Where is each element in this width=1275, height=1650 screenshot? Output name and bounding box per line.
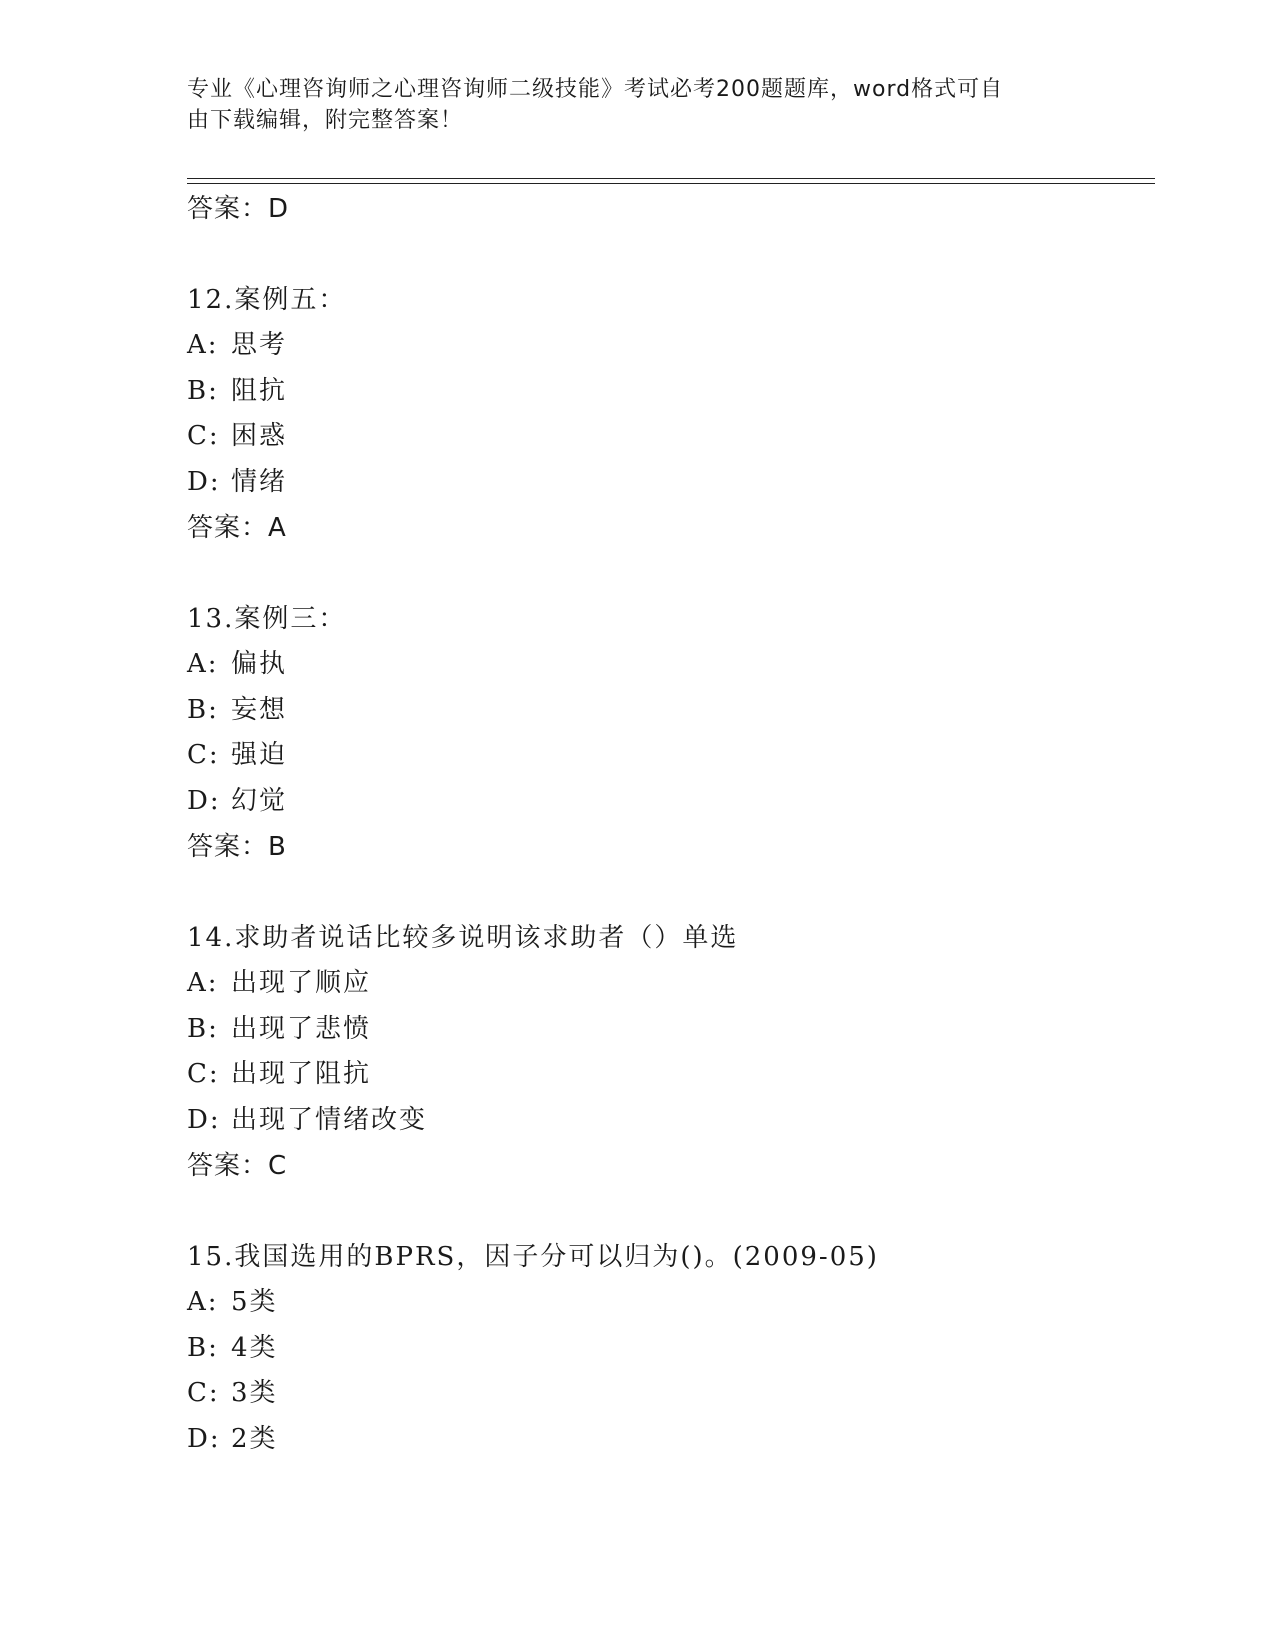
question-text: 12.案例五： bbox=[187, 285, 347, 315]
option-label: A: bbox=[187, 649, 219, 679]
question-list bbox=[187, 186, 1155, 1462]
option-label: C: bbox=[187, 421, 220, 451]
question-text: 13.案例三： bbox=[187, 604, 347, 634]
spacer bbox=[187, 551, 1155, 596]
spacer bbox=[187, 232, 1155, 277]
option-text: 4类 bbox=[231, 1332, 278, 1363]
option-b bbox=[187, 688, 1155, 734]
option-b bbox=[187, 369, 1155, 415]
option-d bbox=[187, 779, 1155, 825]
option-b bbox=[187, 1007, 1155, 1053]
question-text: 15.我国选用的BPRS，因子分可以归为()。(2009-05) bbox=[187, 1242, 879, 1272]
option-b bbox=[187, 1326, 1155, 1372]
option-text: 3类 bbox=[231, 1378, 278, 1408]
option-d bbox=[187, 1417, 1155, 1463]
option-c bbox=[187, 414, 1155, 460]
option-text: 幻觉 bbox=[231, 785, 288, 816]
question-text: 14.求助者说话比较多说明该求助者（）单选 bbox=[187, 923, 739, 953]
option-a bbox=[187, 642, 1155, 688]
option-label: A: bbox=[187, 330, 219, 360]
option-text: 出现了悲愤 bbox=[231, 1013, 372, 1044]
option-text: 阻抗 bbox=[231, 375, 288, 406]
question-block bbox=[187, 277, 1155, 551]
answer-line: 答案：D bbox=[187, 194, 290, 224]
option-label: A: bbox=[187, 968, 219, 998]
answer-line: 答案：B bbox=[187, 832, 287, 862]
option-text: 出现了阻抗 bbox=[231, 1059, 372, 1089]
option-label: C: bbox=[187, 740, 220, 770]
option-label: B: bbox=[187, 1332, 219, 1363]
option-text: 5类 bbox=[231, 1287, 278, 1317]
option-a bbox=[187, 1280, 1155, 1326]
option-c bbox=[187, 1371, 1155, 1417]
option-text: 强迫 bbox=[231, 740, 288, 770]
option-label: D: bbox=[187, 1104, 221, 1135]
option-label: A: bbox=[187, 1287, 219, 1317]
option-a bbox=[187, 323, 1155, 369]
option-text: 出现了情绪改变 bbox=[231, 1104, 428, 1135]
option-d bbox=[187, 1098, 1155, 1144]
option-label: D: bbox=[187, 1423, 221, 1454]
option-label: B: bbox=[187, 1013, 219, 1044]
option-label: B: bbox=[187, 375, 219, 406]
header-line-1: 专业《心理咨询师之心理咨询师二级技能》考试必考200题题库，word格式可自 bbox=[187, 77, 1004, 102]
header-divider-top bbox=[187, 178, 1155, 179]
option-text: 2类 bbox=[231, 1423, 278, 1454]
question-block bbox=[187, 596, 1155, 870]
option-text: 偏执 bbox=[231, 649, 288, 679]
option-text: 妄想 bbox=[231, 694, 288, 725]
answer-line: 答案：C bbox=[187, 1151, 288, 1181]
option-label: C: bbox=[187, 1378, 220, 1408]
option-c bbox=[187, 1052, 1155, 1098]
option-text: 情绪 bbox=[231, 466, 288, 497]
spacer bbox=[187, 870, 1155, 915]
question-block bbox=[187, 1234, 1155, 1462]
question-block bbox=[187, 915, 1155, 1189]
option-d bbox=[187, 460, 1155, 506]
option-label: D: bbox=[187, 785, 221, 816]
option-text: 出现了顺应 bbox=[231, 968, 372, 998]
option-c bbox=[187, 733, 1155, 779]
option-text: 思考 bbox=[231, 330, 288, 360]
header-line-2: 由下载编辑，附完整答案！ bbox=[187, 108, 464, 133]
option-label: B: bbox=[187, 694, 219, 725]
answer-line: 答案：A bbox=[187, 513, 287, 543]
option-label: C: bbox=[187, 1059, 220, 1089]
option-a bbox=[187, 961, 1155, 1007]
option-label: D: bbox=[187, 466, 221, 497]
document-header bbox=[187, 74, 1087, 136]
option-text: 困惑 bbox=[231, 421, 288, 451]
spacer bbox=[187, 1189, 1155, 1234]
header-divider-bottom bbox=[187, 183, 1155, 184]
